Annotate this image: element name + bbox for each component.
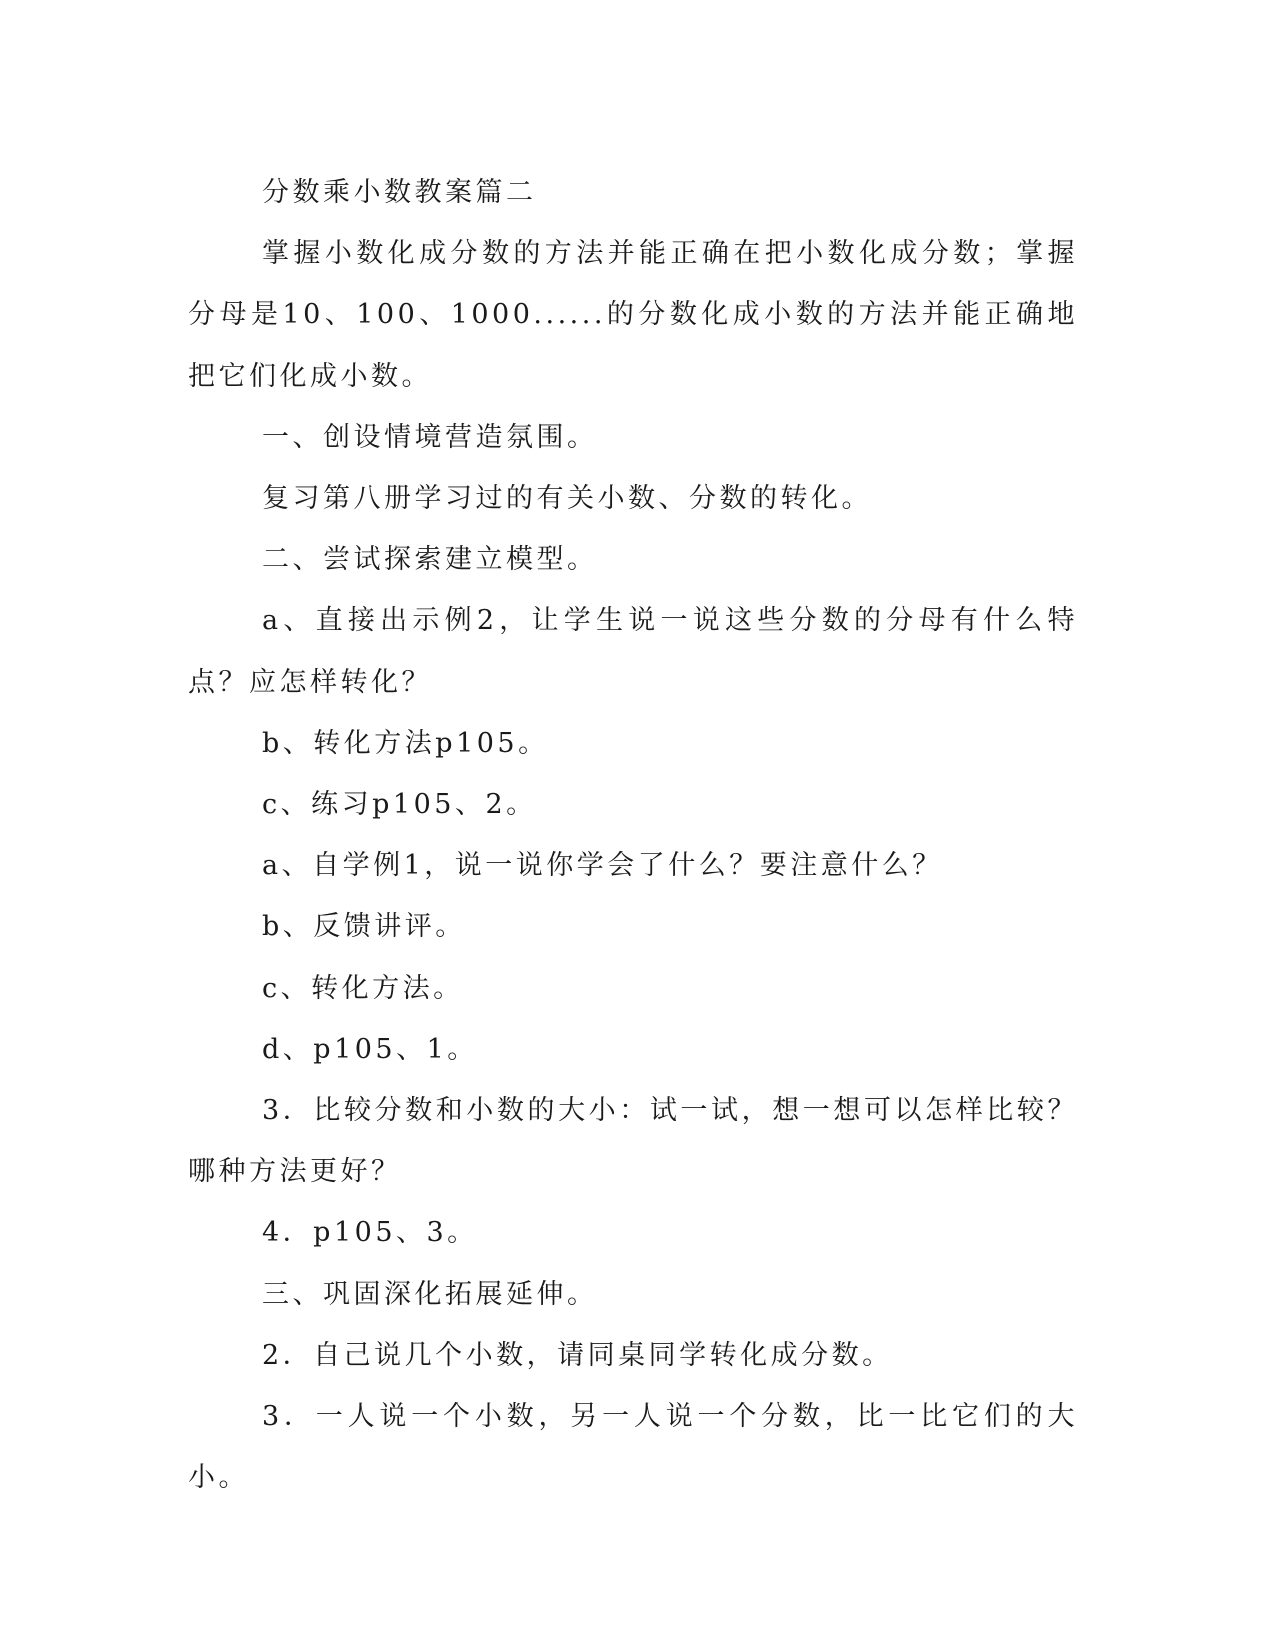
list-item-3: 3．比较分数和小数的大小：试一试，想一想可以怎样比较？哪种方法更好？ (188, 1095, 1078, 1188)
document-body (188, 162, 1078, 1508)
section-heading-2: 二、尝试探索建立模型。 (262, 544, 598, 576)
list-item-d2: d、p105、1。 (262, 1033, 478, 1065)
list-item-b1: b、转化方法p105。 (262, 727, 549, 759)
list-item-a1: a、直接出示例2，让学生说一说这些分数的分母有什么特点？应怎样转化？ (188, 605, 1078, 698)
list-item-4: 4．p105、3。 (262, 1217, 478, 1249)
section-heading-3: 三、巩固深化拓展延伸。 (262, 1278, 598, 1310)
paragraph-review: 复习第八册学习过的有关小数、分数的转化。 (262, 483, 872, 515)
exercise-item-2: 2．自己说几个小数，请同桌同学转化成分数。 (262, 1339, 893, 1371)
list-item-a2: a、自学例1，说一说你学会了什么？要注意什么？ (262, 850, 943, 882)
list-item-c1: c、练习p105、2。 (262, 789, 537, 821)
paragraph-objectives: 掌握小数化成分数的方法并能正确在把小数化成分数；掌握分母是10、100、1000......的分数化成小数的方法并能正确地把它们化成小数。 (188, 238, 1078, 392)
document-title: 分数乘小数教案篇二 (262, 177, 537, 208)
section-heading-1: 一、创设情境营造氛围。 (262, 421, 598, 453)
list-item-c2: c、转化方法。 (262, 972, 464, 1004)
list-item-b2: b、反馈讲评。 (262, 911, 466, 943)
exercise-item-3: 3．一人说一个小数，另一人说一个分数，比一比它们的大小。 (188, 1401, 1078, 1494)
